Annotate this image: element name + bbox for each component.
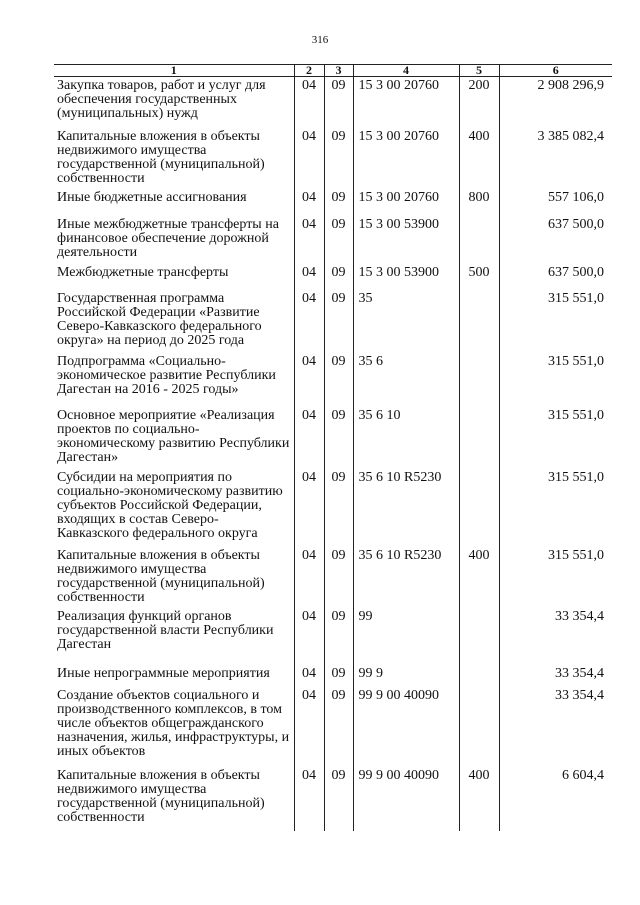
row-amount-cell: 315 551,0 xyxy=(499,407,612,469)
row-subsection-cell: 09 xyxy=(324,665,353,687)
row-target-article-cell: 35 xyxy=(353,290,459,353)
row-name-cell: Межбюджетные трансферты xyxy=(54,264,294,290)
row-amount-cell: 6 604,4 xyxy=(499,767,612,831)
table-row xyxy=(54,547,612,608)
row-expense-type-cell xyxy=(459,290,499,353)
row-name-cell: Подпрограмма «Социально-экономическое развитие Республики Дагестан на 2016 - 2025 годы» xyxy=(54,353,294,407)
row-section-cell: 04 xyxy=(294,767,324,831)
header-row xyxy=(54,65,612,77)
row-target-article-cell: 35 6 10 R5230 xyxy=(353,469,459,547)
row-section-cell: 04 xyxy=(294,77,324,128)
table-row xyxy=(54,290,612,353)
row-target-article-cell: 35 6 xyxy=(353,353,459,407)
table-row xyxy=(54,407,612,469)
row-section-cell: 04 xyxy=(294,216,324,264)
row-name-cell: Государственная программа Российской Федерации «Развитие Северо-Кавказского федерального округа» на период до 2025 года xyxy=(54,290,294,353)
table-row xyxy=(54,128,612,189)
row-section-cell: 04 xyxy=(294,264,324,290)
row-expense-type-cell: 200 xyxy=(459,77,499,128)
row-target-article-cell: 15 3 00 20760 xyxy=(353,128,459,189)
row-subsection-cell: 09 xyxy=(324,767,353,831)
row-expense-type-cell xyxy=(459,687,499,767)
row-target-article-cell: 15 3 00 53900 xyxy=(353,264,459,290)
table-row xyxy=(54,665,612,687)
row-name-cell: Реализация функций органов государственной власти Республики Дагестан xyxy=(54,608,294,665)
row-section-cell: 04 xyxy=(294,547,324,608)
row-subsection-cell: 09 xyxy=(324,469,353,547)
column-header-6: 6 xyxy=(499,65,612,77)
row-subsection-cell: 09 xyxy=(324,216,353,264)
row-section-cell: 04 xyxy=(294,407,324,469)
row-amount-cell: 315 551,0 xyxy=(499,290,612,353)
row-section-cell: 04 xyxy=(294,189,324,216)
row-expense-type-cell xyxy=(459,407,499,469)
row-expense-type-cell: 800 xyxy=(459,189,499,216)
table-row xyxy=(54,608,612,665)
row-target-article-cell: 15 3 00 20760 xyxy=(353,77,459,128)
row-subsection-cell: 09 xyxy=(324,189,353,216)
row-target-article-cell: 99 9 xyxy=(353,665,459,687)
column-header-3: 3 xyxy=(324,65,353,77)
row-subsection-cell: 09 xyxy=(324,353,353,407)
row-name-cell: Субсидии на мероприятия по социально-экономическому развитию субъектов Российской Федерации, входящих в состав Северо-Кавказского федерального округа xyxy=(54,469,294,547)
row-subsection-cell: 09 xyxy=(324,290,353,353)
row-target-article-cell: 99 xyxy=(353,608,459,665)
row-section-cell: 04 xyxy=(294,687,324,767)
row-name-cell: Создание объектов социального и производственного комплексов, в том числе объектов общегражданского назначения, жилья, инфраструктуры, и иных объектов xyxy=(54,687,294,767)
row-expense-type-cell xyxy=(459,608,499,665)
row-target-article-cell: 35 6 10 xyxy=(353,407,459,469)
page-number: 316 xyxy=(311,34,329,46)
row-expense-type-cell xyxy=(459,353,499,407)
row-amount-cell: 315 551,0 xyxy=(499,469,612,547)
row-name-cell: Иные бюджетные ассигнования xyxy=(54,189,294,216)
row-expense-type-cell: 400 xyxy=(459,767,499,831)
table-row xyxy=(54,767,612,831)
row-subsection-cell: 09 xyxy=(324,128,353,189)
row-amount-cell: 2 908 296,9 xyxy=(499,77,612,128)
column-header-5: 5 xyxy=(459,65,499,77)
budget-table xyxy=(54,64,612,831)
row-amount-cell: 557 106,0 xyxy=(499,189,612,216)
row-subsection-cell: 09 xyxy=(324,547,353,608)
row-expense-type-cell xyxy=(459,665,499,687)
row-section-cell: 04 xyxy=(294,608,324,665)
row-subsection-cell: 09 xyxy=(324,407,353,469)
row-expense-type-cell: 500 xyxy=(459,264,499,290)
row-name-cell: Основное мероприятие «Реализация проектов по социально-экономическому развитию Республики Дагестан» xyxy=(54,407,294,469)
row-section-cell: 04 xyxy=(294,128,324,189)
row-name-cell: Иные межбюджетные трансферты на финансовое обеспечение дорожной деятельности xyxy=(54,216,294,264)
row-expense-type-cell: 400 xyxy=(459,128,499,189)
row-subsection-cell: 09 xyxy=(324,687,353,767)
row-amount-cell: 637 500,0 xyxy=(499,216,612,264)
column-header-1: 1 xyxy=(54,65,294,77)
row-amount-cell: 33 354,4 xyxy=(499,665,612,687)
table-row xyxy=(54,469,612,547)
row-name-cell: Закупка товаров, работ и услуг для обеспечения государственных (муниципальных) нужд xyxy=(54,77,294,128)
row-amount-cell: 3 385 082,4 xyxy=(499,128,612,189)
row-target-article-cell: 99 9 00 40090 xyxy=(353,687,459,767)
row-section-cell: 04 xyxy=(294,353,324,407)
row-target-article-cell: 15 3 00 20760 xyxy=(353,189,459,216)
row-amount-cell: 33 354,4 xyxy=(499,687,612,767)
table-row xyxy=(54,189,612,216)
row-subsection-cell: 09 xyxy=(324,264,353,290)
row-amount-cell: 315 551,0 xyxy=(499,353,612,407)
row-amount-cell: 637 500,0 xyxy=(499,264,612,290)
table-row xyxy=(54,353,612,407)
row-expense-type-cell xyxy=(459,469,499,547)
table-row xyxy=(54,216,612,264)
column-header-2: 2 xyxy=(294,65,324,77)
column-header-4: 4 xyxy=(353,65,459,77)
row-section-cell: 04 xyxy=(294,469,324,547)
row-name-cell: Иные непрограммные мероприятия xyxy=(54,665,294,687)
row-name-cell: Капитальные вложения в объекты недвижимого имущества государственной (муниципальной) собственности xyxy=(54,128,294,189)
row-target-article-cell: 35 6 10 R5230 xyxy=(353,547,459,608)
row-section-cell: 04 xyxy=(294,290,324,353)
row-amount-cell: 315 551,0 xyxy=(499,547,612,608)
row-section-cell: 04 xyxy=(294,665,324,687)
row-target-article-cell: 15 3 00 53900 xyxy=(353,216,459,264)
row-expense-type-cell: 400 xyxy=(459,547,499,608)
row-target-article-cell: 99 9 00 40090 xyxy=(353,767,459,831)
row-amount-cell: 33 354,4 xyxy=(499,608,612,665)
table-row xyxy=(54,264,612,290)
row-expense-type-cell xyxy=(459,216,499,264)
row-subsection-cell: 09 xyxy=(324,608,353,665)
row-name-cell: Капитальные вложения в объекты недвижимого имущества государственной (муниципальной) собственности xyxy=(54,547,294,608)
table-row xyxy=(54,77,612,128)
row-subsection-cell: 09 xyxy=(324,77,353,128)
row-name-cell: Капитальные вложения в объекты недвижимого имущества государственной (муниципальной) собственности xyxy=(54,767,294,831)
table-row xyxy=(54,687,612,767)
